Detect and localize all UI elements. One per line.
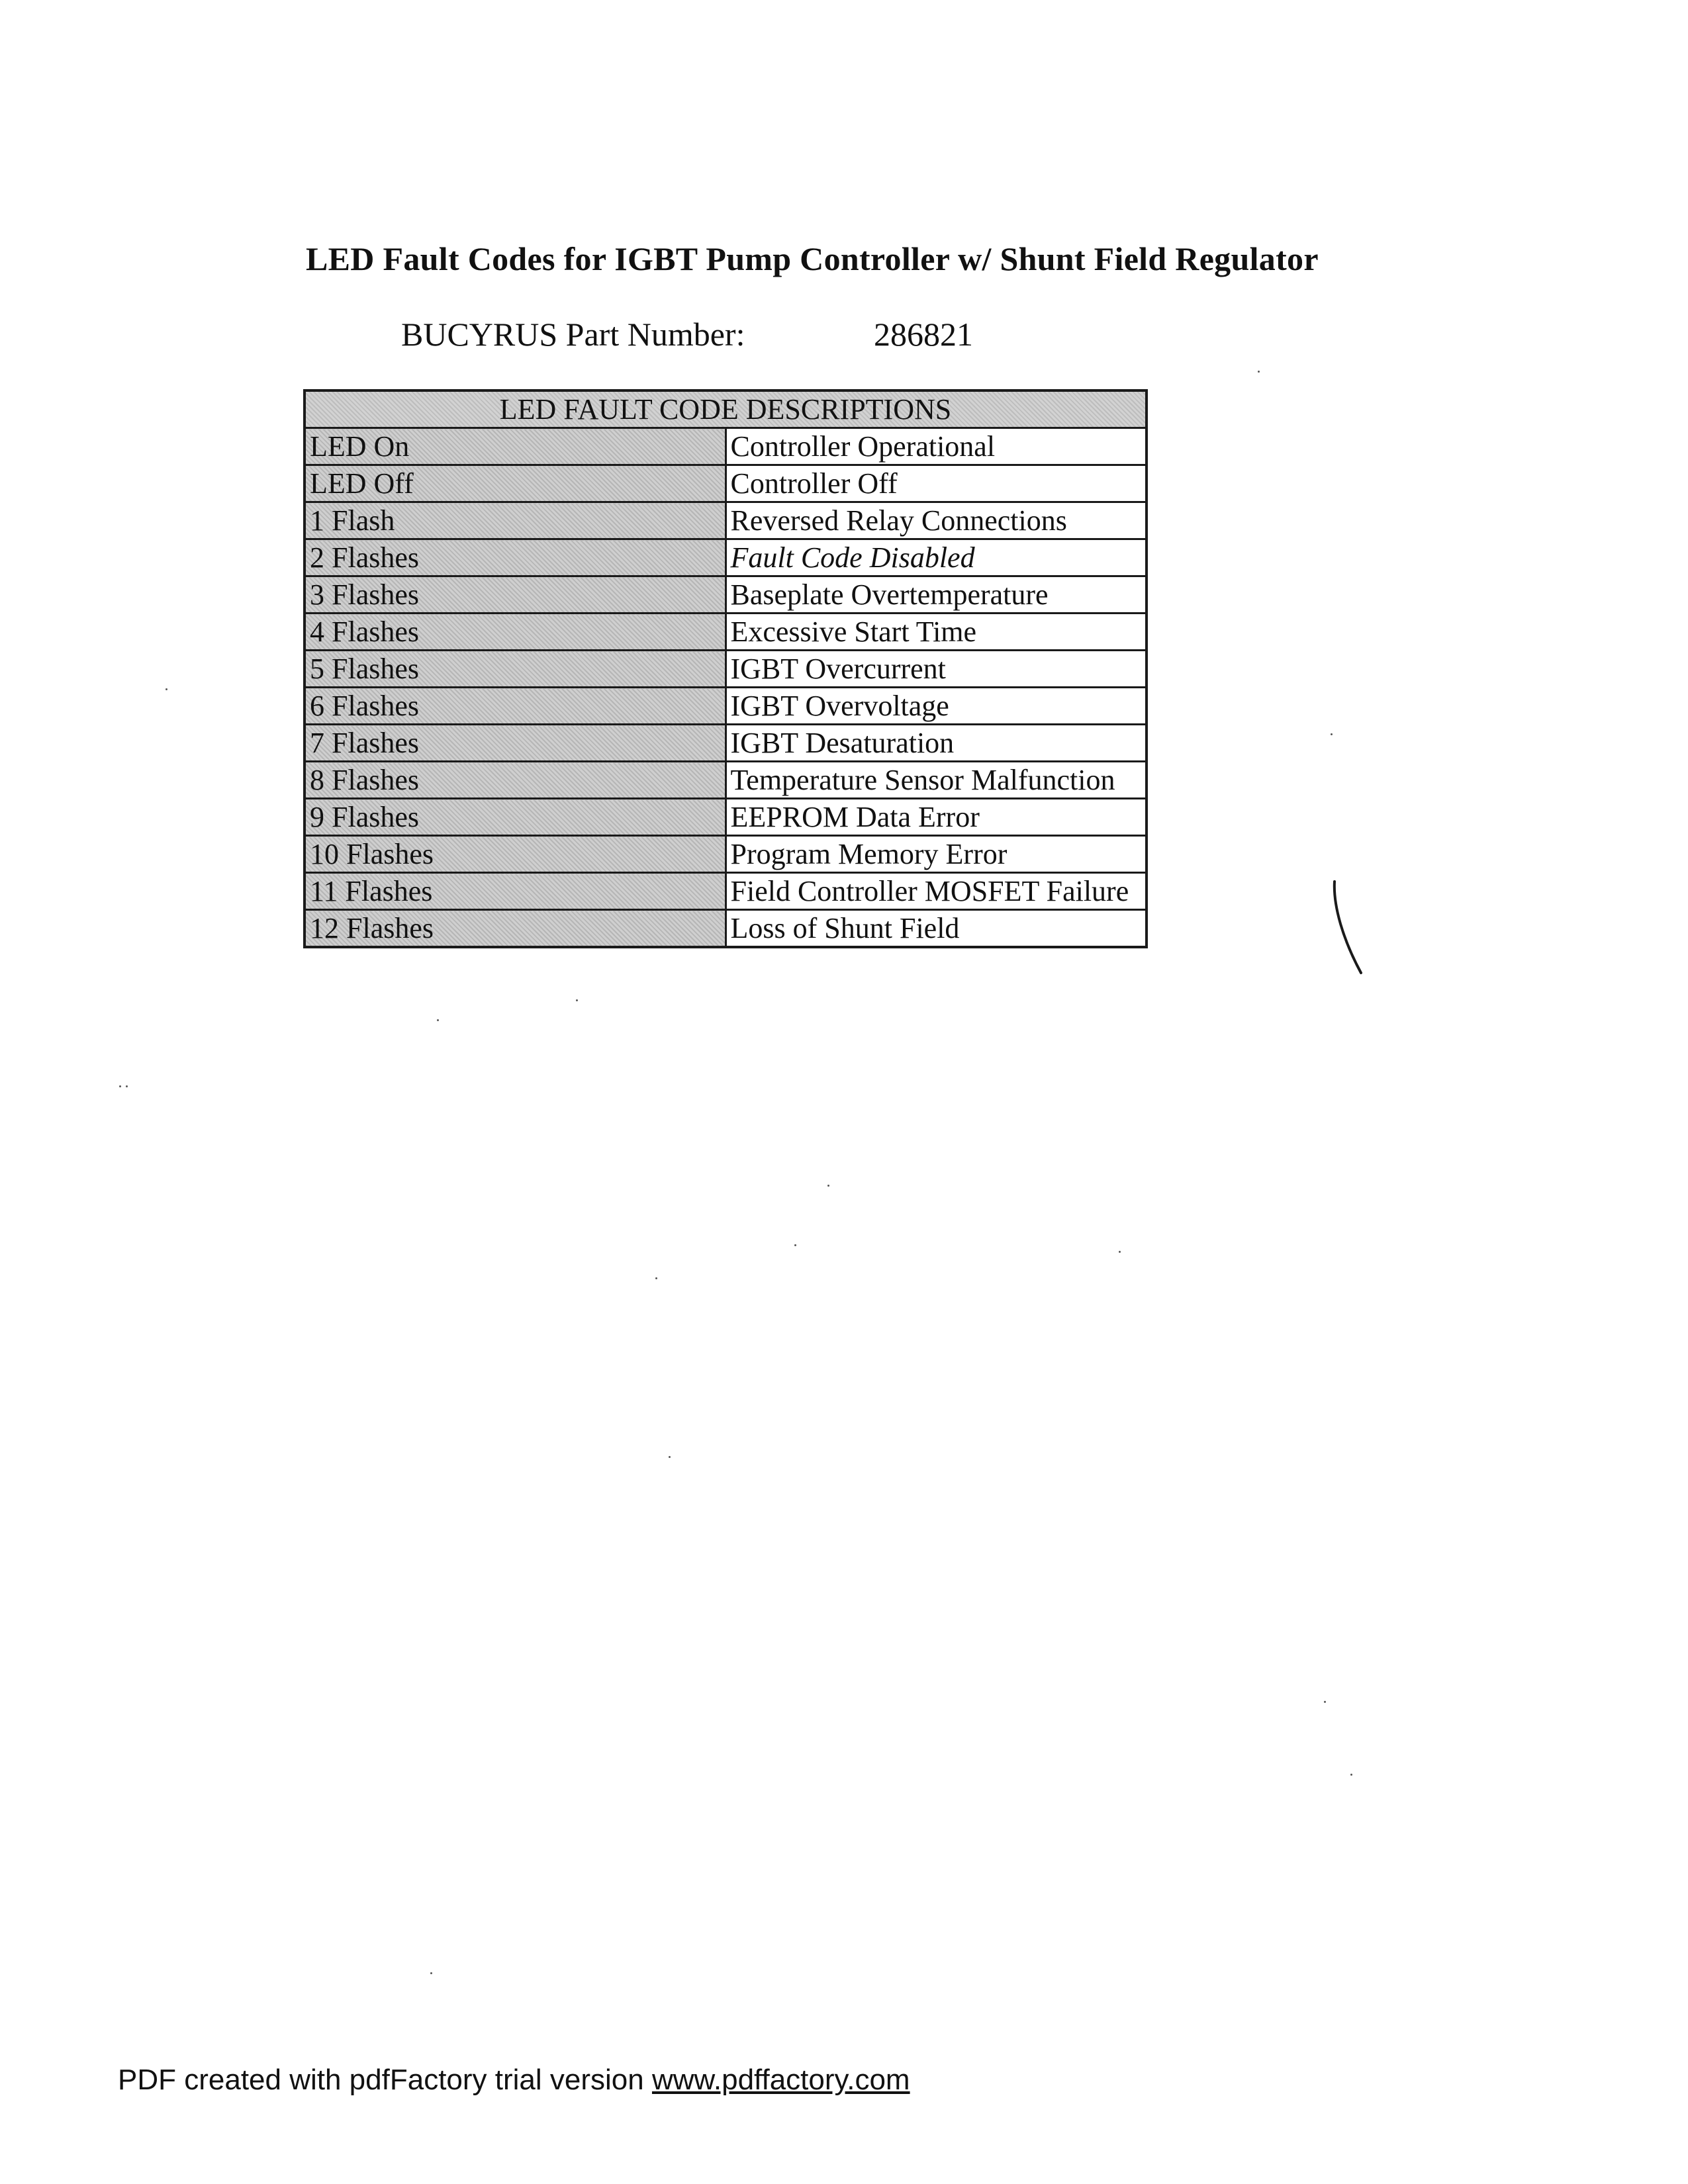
fault-code-cell: LED Off — [305, 465, 726, 502]
part-number-label: BUCYRUS Part Number: — [401, 316, 745, 353]
table-row — [305, 725, 1147, 762]
scan-speck — [1331, 733, 1333, 735]
table-row — [305, 836, 1147, 873]
table-row — [305, 428, 1147, 465]
table-row — [305, 539, 1147, 576]
fault-description-cell: Field Controller MOSFET Failure — [726, 873, 1147, 910]
fault-description-cell: Temperature Sensor Malfunction — [726, 762, 1147, 799]
document-title: LED Fault Codes for IGBT Pump Controller w/ Shunt Field Regulator — [306, 240, 1319, 277]
fault-code-table — [303, 389, 1148, 948]
fault-code-cell: 4 Flashes — [305, 614, 726, 651]
fault-description-cell: IGBT Desaturation — [726, 725, 1147, 762]
fault-description-cell: EEPROM Data Error — [726, 799, 1147, 836]
scan-speck — [827, 1185, 829, 1187]
table-row — [305, 799, 1147, 836]
table-row — [305, 614, 1147, 651]
fault-code-cell: 2 Flashes — [305, 539, 726, 576]
fault-description-cell: Reversed Relay Connections — [726, 502, 1147, 539]
fault-description-cell: Baseplate Overtemperature — [726, 576, 1147, 614]
fault-code-cell: 7 Flashes — [305, 725, 726, 762]
fault-code-cell: 5 Flashes — [305, 651, 726, 688]
footer-link[interactable]: www.pdffactory.com — [651, 2064, 910, 2096]
scan-speck — [165, 688, 167, 690]
fault-code-cell: 12 Flashes — [305, 910, 726, 948]
scan-speck — [1119, 1251, 1121, 1253]
fault-description-cell: IGBT Overcurrent — [726, 651, 1147, 688]
footer-text: PDF created with pdfFactory trial version — [118, 2064, 644, 2096]
fault-description-cell: IGBT Overvoltage — [726, 688, 1147, 725]
table-row — [305, 651, 1147, 688]
fault-description-cell: Loss of Shunt Field — [726, 910, 1147, 948]
fault-code-cell: LED On — [305, 428, 726, 465]
table-row — [305, 910, 1147, 948]
fault-code-cell: 8 Flashes — [305, 762, 726, 799]
scan-speck — [1350, 1774, 1352, 1776]
part-number-value: 286821 — [874, 316, 973, 353]
scan-speck — [794, 1244, 796, 1246]
fault-description-cell: Excessive Start Time — [726, 614, 1147, 651]
fault-description-cell: Controller Off — [726, 465, 1147, 502]
fault-code-cell: 1 Flash — [305, 502, 726, 539]
scan-speck — [119, 1085, 121, 1087]
scan-speck — [669, 1456, 671, 1458]
scan-speck — [430, 1972, 432, 1974]
pdf-footer — [118, 2064, 910, 2097]
fault-description-cell: Fault Code Disabled — [726, 539, 1147, 576]
pen-stroke-mark — [1331, 879, 1370, 978]
table-header: LED FAULT CODE DESCRIPTIONS — [305, 390, 1147, 428]
scan-speck — [1324, 1701, 1326, 1703]
table-row — [305, 873, 1147, 910]
scan-speck — [1258, 371, 1260, 373]
fault-code-cell: 3 Flashes — [305, 576, 726, 614]
scan-speck — [126, 1085, 128, 1087]
table-row — [305, 576, 1147, 614]
table-row — [305, 688, 1147, 725]
table-row — [305, 502, 1147, 539]
fault-code-cell: 9 Flashes — [305, 799, 726, 836]
scan-speck — [576, 999, 578, 1001]
table-header-row — [305, 390, 1147, 428]
fault-description-cell: Controller Operational — [726, 428, 1147, 465]
scan-speck — [437, 1019, 439, 1021]
fault-description-cell: Program Memory Error — [726, 836, 1147, 873]
fault-code-cell: 11 Flashes — [305, 873, 726, 910]
table-row — [305, 762, 1147, 799]
fault-code-cell: 6 Flashes — [305, 688, 726, 725]
fault-code-cell: 10 Flashes — [305, 836, 726, 873]
scan-speck — [655, 1277, 657, 1279]
table-row — [305, 465, 1147, 502]
